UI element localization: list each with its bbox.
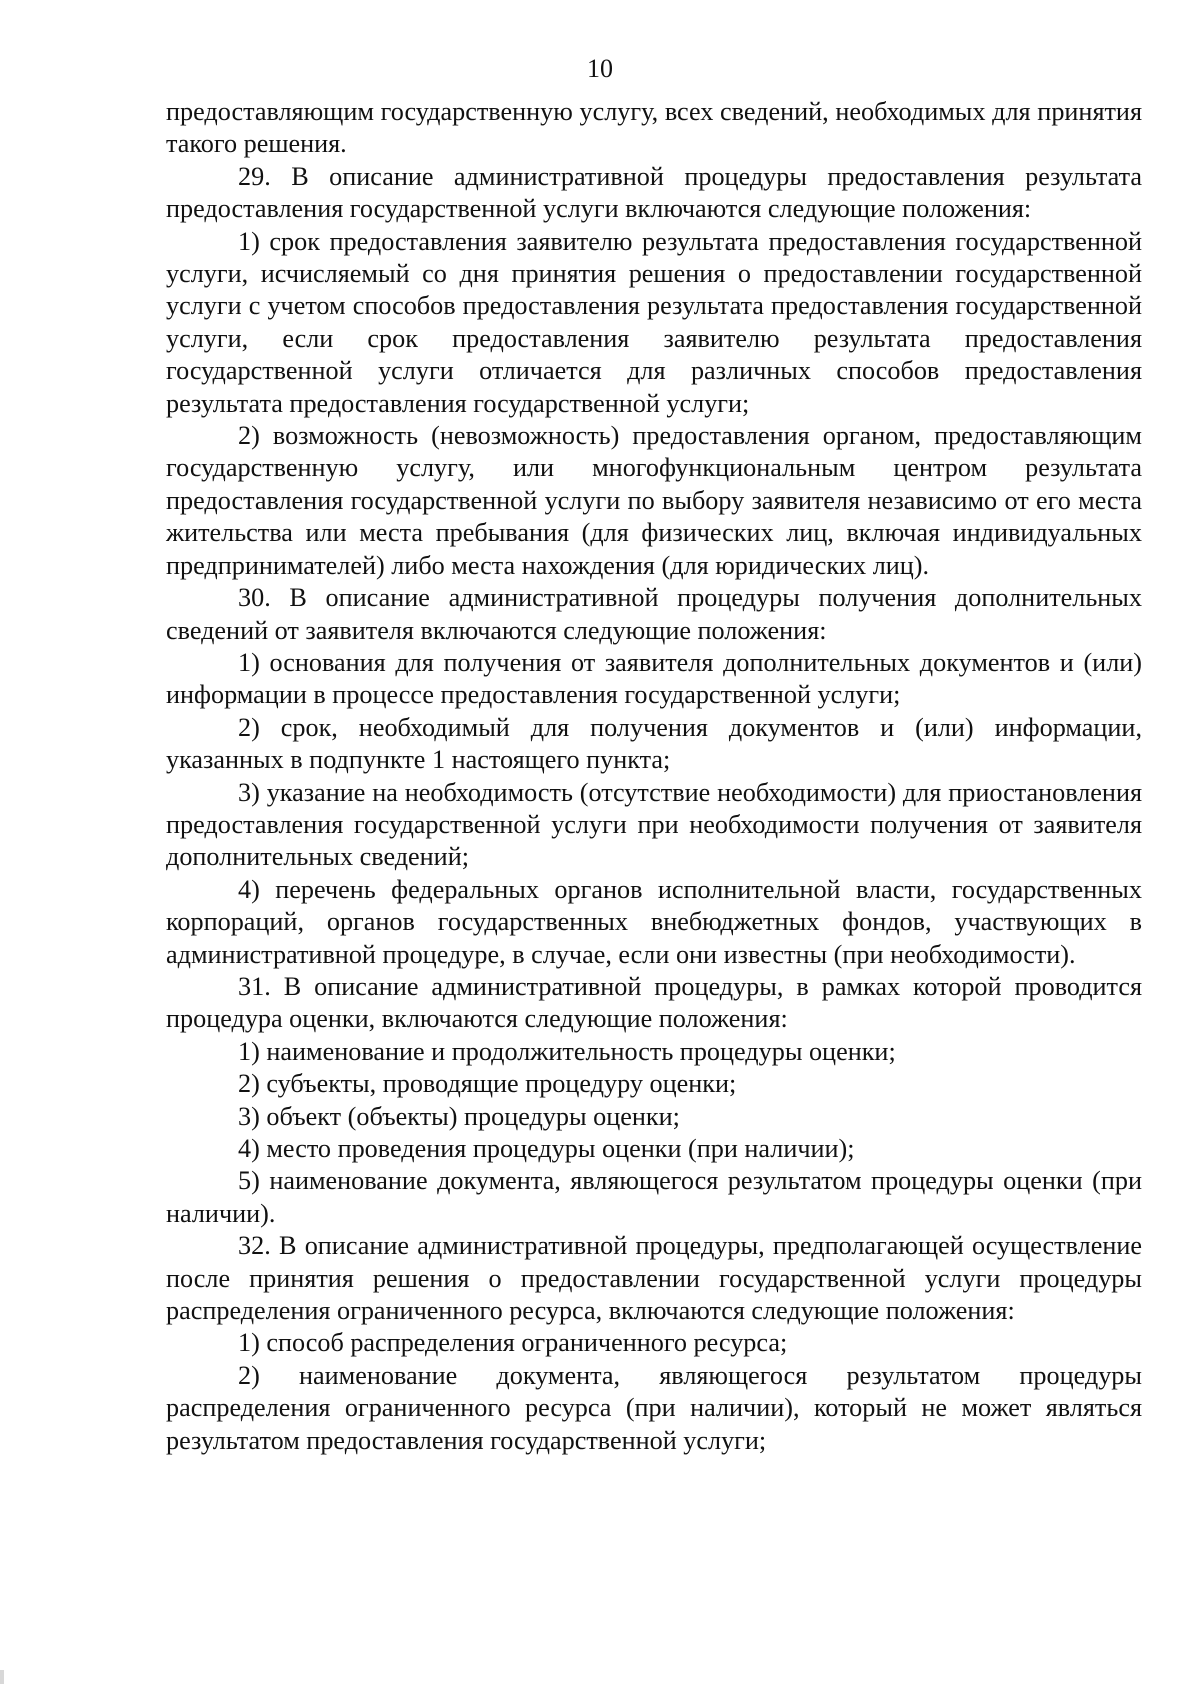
paragraph-31-item-4: 4) место проведения процедуры оценки (при наличии); bbox=[238, 1134, 855, 1163]
paragraph-30-item-4: 4) перечень федеральных органов исполнительной власти, государственных корпораций, органов государственных внебюджетных фондов, участвующих в административной процедуре, в случае, если они известны (при необходимости). bbox=[166, 874, 1142, 969]
paragraph-continuation: предоставляющим государственную услугу, всех сведений, необходимых для принятия такого решения. bbox=[166, 97, 1142, 159]
paragraph-32: 32. В описание административной процедуры, предполагающей осуществление после принятия решения о предоставлении государственной услуги процедуры распределения ограниченного ресурса, включаются следующие положения: bbox=[166, 1231, 1142, 1326]
paragraph-32-item-1: 1) способ распределения ограниченного ресурса; bbox=[238, 1328, 788, 1358]
scan-edge-mark bbox=[0, 1670, 4, 1684]
paragraph-31-item-1: 1) наименование и продолжительность процедуры оценки; bbox=[238, 1036, 896, 1066]
paragraph-31-item-5: 5) наименование документа, являющегося результатом процедуры оценки (при наличии). bbox=[166, 1166, 1142, 1228]
paragraph-32-item-2: 2) наименование документа, являющегося результатом процедуры распределения ограниченного ресурса (при наличии), который не может являться результатом предоставления государственной услуги; bbox=[166, 1360, 1142, 1455]
paragraph-30-item-2: 2) срок, необходимый для получения документов и (или) информации, указанных в подпункте 1 настоящего пункта; bbox=[166, 712, 1142, 775]
document-body bbox=[166, 96, 1142, 1457]
page-number: 10 bbox=[587, 54, 613, 83]
paragraph-29: 29. В описание административной процедуры предоставления результата предоставления государственной услуги включаются следующие положения: bbox=[166, 161, 1142, 224]
paragraph-29-item-1: 1) срок предоставления заявителю результата предоставления государственной услуги, исчисляемый со дня принятия решения о предоставлении государственной услуги с учетом способов предоставления результата предоставления государственной услуги, если срок предоставления заявителю результата предоставления государственной услуги отличается для различных способов предоставления результата предоставления государственной услуги; bbox=[166, 226, 1142, 418]
paragraph-31: 31. В описание административной процедуры, в рамках которой проводится процедура оценки, включаются следующие положения: bbox=[166, 971, 1142, 1034]
paragraph-29-item-2: 2) возможность (невозможность) предоставления органом, предоставляющим государственную услугу, или многофункциональным центром результата предоставления государственной услуги по выбору заявителя независимо от его места жительства или места пребывания (для физических лиц, включая индивидуальных предпринимателей) либо места нахождения (для юридических лиц). bbox=[166, 421, 1142, 580]
paragraph-30-item-1: 1) основания для получения от заявителя дополнительных документов и (или) информации в процессе предоставления государственной услуги; bbox=[166, 647, 1142, 710]
paragraph-31-item-2: 2) субъекты, проводящие процедуру оценки; bbox=[238, 1069, 737, 1099]
paragraph-30: 30. В описание административной процедуры получения дополнительных сведений от заявителя включаются следующие положения: bbox=[166, 583, 1142, 645]
paragraph-31-item-3: 3) объект (объекты) процедуры оценки; bbox=[238, 1101, 680, 1131]
paragraph-30-item-3: 3) указание на необходимость (отсутствие необходимости) для приостановления предоставления государственной услуги при необходимости получения от заявителя дополнительных сведений; bbox=[166, 777, 1142, 872]
